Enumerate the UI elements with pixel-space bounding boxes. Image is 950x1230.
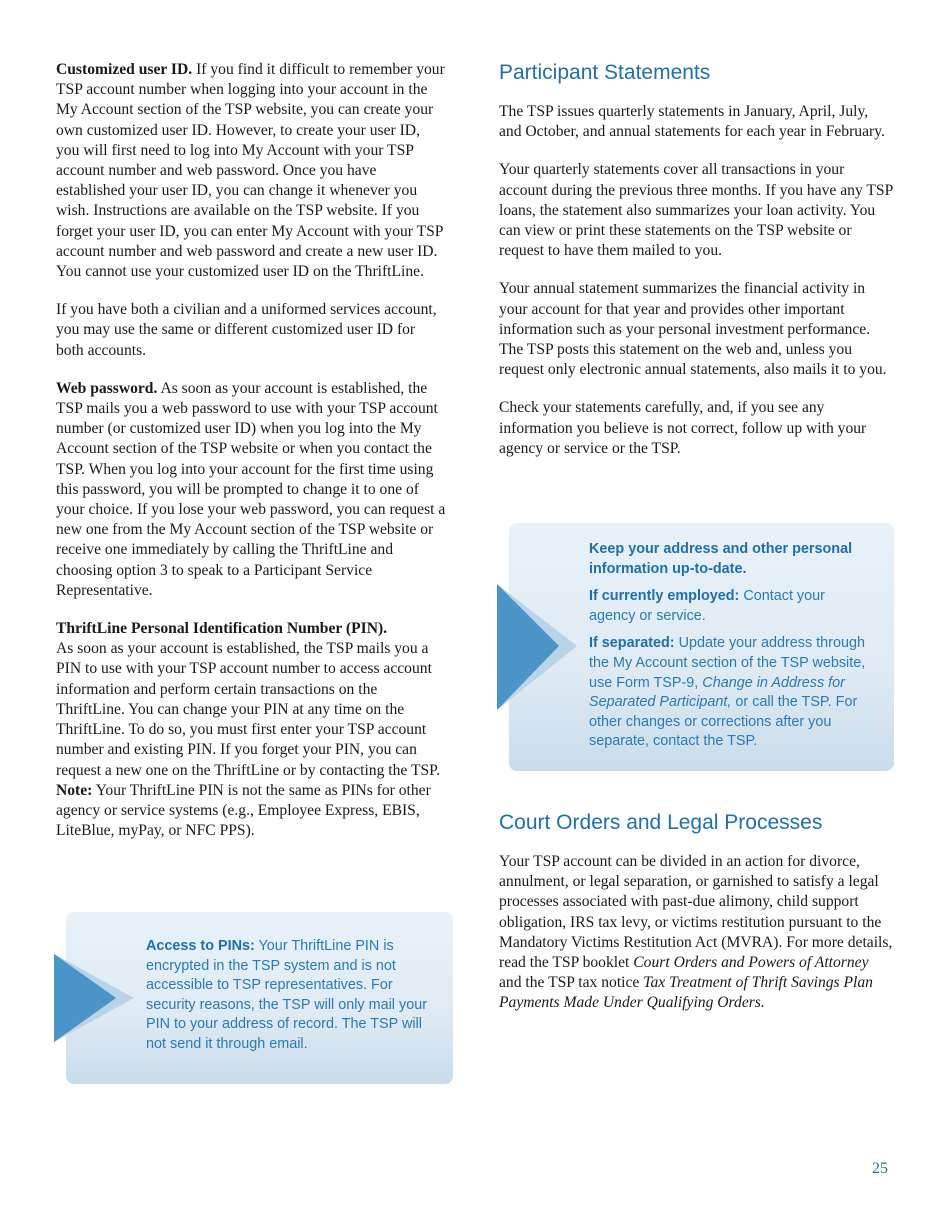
password-paragraph	[56, 379, 446, 601]
left-column	[56, 60, 446, 859]
right-column	[499, 60, 894, 477]
password-text: As soon as your account is established, the TSP mails you a web password to use with your TSP account number (or customized user ID) when you log into the My Account section of the TSP website or when you contact the TSP. When you log into your account for the first time using this password, you will be prompted to change it to one of your choice. If you lose your web password, you can request a new one from the My Account section of the TSP website or receive one immediately by calling the ThriftLine and choosing option 3 to speak to a Participant Service Representative.	[56, 379, 446, 599]
court-text-1: Your TSP account can be divided in an action for divorce, annulment, or legal separation, or garnished to satisfy a legal processes associated with past-due alimony, child support obligation, IRS tax levy, or victims restitution pursuant to the Mandatory Victims Restitution Act (MVRA). For more details, read the TSP booklet	[499, 853, 893, 972]
pin-text: As soon as your account is established, the TSP mails you a PIN to use with your TSP account number to access account information and perform certain transactions on the ThriftLine. You can change your PIN at any time on the ThriftLine. To do so, you must first enter your TSP account number and existing PIN. If you forget your PIN, you can request a new one on the ThriftLine or by contacting the TSP.	[56, 640, 440, 779]
court-orders-section	[499, 810, 894, 1032]
pin-paragraph	[56, 619, 446, 841]
callout-arrow-icon	[54, 954, 136, 1044]
userid-heading: Customized user ID.	[56, 61, 193, 78]
court-paragraph	[499, 852, 894, 1014]
court-notice-title: Tax Treatment of Thrift Savings Plan Payments Made Under Qualifying Orders.	[499, 974, 873, 1012]
access-pins-text: Your ThriftLine PIN is encrypted in the TSP system and is not accessible to TSP representatives. For security reasons, the TSP will only mail your PIN to your address of record. The TSP will not send it through email.	[146, 938, 427, 1052]
statements-paragraph-1: The TSP issues quarterly statements in January, April, July, and October, and annual statements for each year in February.	[499, 103, 885, 141]
statements-paragraph-3: Your annual statement summarizes the financial activity in your account for that year and provides other important information such as your personal investment performance. The TSP posts this statement on the web and, unless you request only electronic annual statements, also mails it to you.	[499, 280, 887, 379]
address-callout-heading: Keep your address and other personal information up-to-date.	[589, 541, 853, 577]
pin-heading: ThriftLine Personal Identification Number (PIN).	[56, 620, 388, 638]
court-booklet-title: Court Orders and Powers of Attorney	[633, 954, 869, 972]
pin-note-text: Your ThriftLine PIN is not the same as PINs for other agency or service systems (e.g., Employee Express, EBIS, LiteBlue, myPay, or NFC PPS).	[56, 781, 431, 840]
civilian-paragraph: If you have both a civilian and a uniformed services account, you may use the same or different customized user ID for both accounts.	[56, 301, 437, 359]
separated-text-2: or call the TSP. For other changes or corrections after you separate, contact the TSP.	[589, 694, 858, 750]
userid-text: If you find it difficult to remember your TSP account number when logging into your account in the My Account section of the TSP website, you can create your own customized user ID. However, to create your user ID, you will first need to log into My Account with your TSP account number and web password. Once you have established your user ID, you can change it whenever you wish. Instructions are available on the TSP website. If you forget your user ID, you can enter My Account with your TSP account number and web password and create a new user ID. You cannot use your customized user ID on the ThriftLine.	[56, 61, 445, 281]
callout-arrow-icon	[497, 584, 579, 712]
pin-note-label: Note:	[56, 781, 93, 799]
statements-title: Participant Statements	[499, 61, 711, 84]
access-pins-paragraph	[146, 937, 441, 1055]
separated-text-1: Update your address through the My Account section of the TSP website, use Form TSP-9,	[589, 635, 866, 691]
userid-paragraph	[56, 60, 446, 282]
employed-label: If currently employed:	[589, 588, 740, 605]
page-number: 25	[872, 1160, 888, 1177]
court-title: Court Orders and Legal Processes	[499, 811, 823, 834]
separated-form-title: Change in Address for Separated Participant,	[589, 674, 845, 711]
statements-paragraph-4: Check your statements carefully, and, if you see any information you believe is not correct, follow up with your agency or service or the TSP.	[499, 399, 867, 457]
access-pins-label: Access to PINs:	[146, 938, 255, 954]
court-text-2: and the TSP tax notice	[499, 974, 640, 992]
separated-paragraph	[589, 634, 874, 752]
employed-paragraph	[589, 587, 874, 626]
separated-label: If separated:	[589, 635, 675, 652]
password-heading: Web password.	[56, 379, 158, 397]
employed-text: Contact your agency or service.	[589, 588, 825, 624]
statements-paragraph-2: Your quarterly statements cover all transactions in your account during the previous three months. If you have any TSP loans, the statement also summarizes your loan activity. You can view or print these statements on the TSP website or request to have them mailed to you.	[499, 161, 893, 260]
